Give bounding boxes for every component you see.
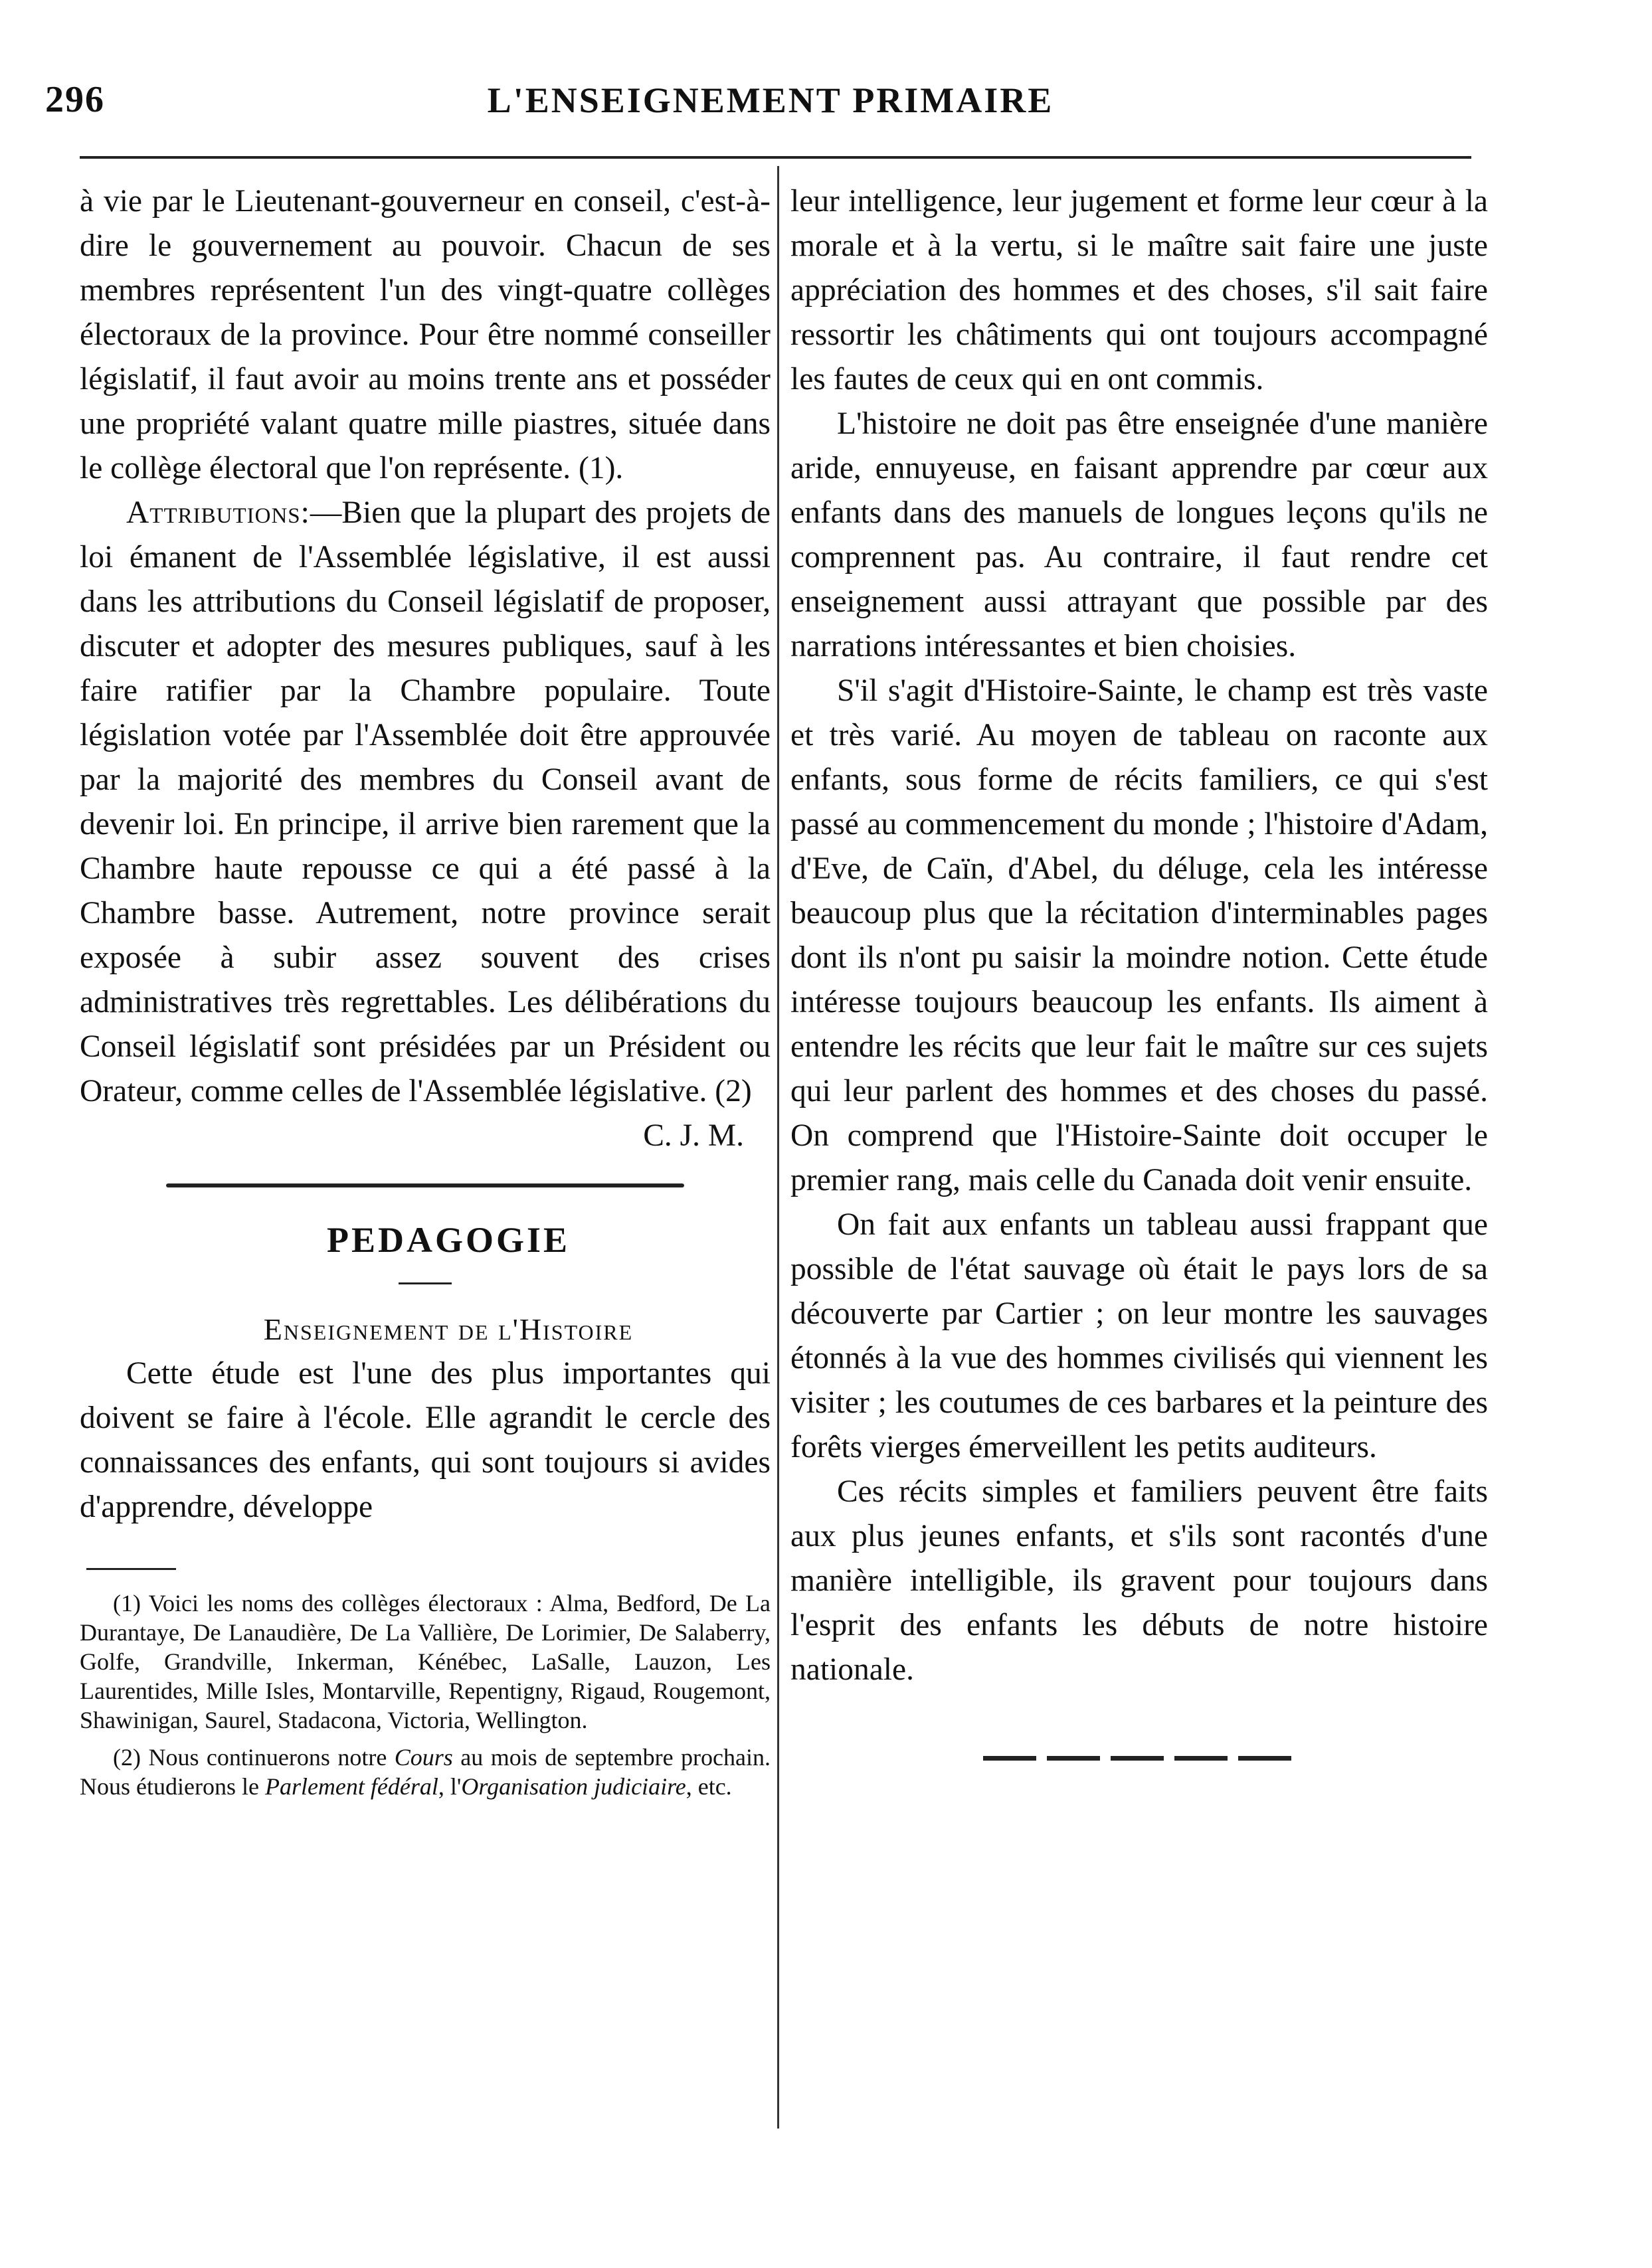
footnote-italic: Cours (394, 1744, 453, 1771)
paragraph: à vie par le Lieutenant-gouverneur en conseil, c'est-à-dire le gouvernement au pouvoir. Chacun de ses membres représentent l'un des vingt-quatre collèges électoraux de la province. Pour être nommé conseiller législatif, il faut avoir au moins trente ans et posséder une propriété valant quatre mille piastres, située dans le collège électoral que l'on représente. (1). (80, 184, 771, 485)
footnote-italic: Parlement fédéral (264, 1773, 438, 1800)
author-signature: C. J. M. (643, 1118, 744, 1153)
footnotes (80, 1589, 771, 1801)
paragraph-label: Attributions: (126, 495, 310, 530)
running-title: L'ENSEIGNEMENT PRIMAIRE (487, 80, 1054, 120)
footnote-rule (86, 1568, 176, 1570)
short-dash (399, 1282, 452, 1284)
footnote-text: (2) Nous continuerons notre (113, 1744, 395, 1771)
footnote: (1) Voici les noms des collèges électoraux : Alma, Bedford, De La Durantaye, De Lanaudière, De La Vallière, De Lorimier, De Salaberry, Golfe, Grandville, Inkerman, Kénébec, LaSalle, Lauzon, Les Laurentides, Mille Isles, Montarville, Repentigny, Rigaud, Rougemont, Shawinigan, Saurel, Stadacona, Victoria, Wellington. (80, 1590, 771, 1733)
header-rule (80, 156, 1471, 159)
paragraph: leur intelligence, leur jugement et forme leur cœur à la morale et à la vertu, si le maître sait faire une juste appréciation des hommes et des choses, s'il sait faire ressortir les châtiments qui ont toujours accompagné les fautes de ceux qui en ont commis. (790, 184, 1488, 396)
paragraph (80, 491, 771, 1114)
paragraph: L'histoire ne doit pas être enseignée d'une manière aride, ennuyeuse, en faisant apprendre par cœur aux enfants dans des manuels de longues leçons qu'ils ne comprennent pas. Au contraire, il faut rendre cet enseignement aussi attrayant que possible par des narrations intéressantes et bien choisies. (790, 406, 1488, 663)
column-rule (777, 166, 779, 2129)
paragraph: Cette étude est l'une des plus importantes qui doivent se faire à l'école. Elle agrandit le cercle des connaissances des enfants, qui sont toujours si avides d'apprendre, développe (80, 1356, 771, 1524)
paragraph: On fait aux enfants un tableau aussi frappant que possible de l'état sauvage où était le pays lors de sa découverte par Cartier ; on leur montre les sauvages étonnés à la vue des hommes civilisés qui viennent les visiter ; les coutumes de ces barbares et la peinture des forêts vierges émerveillent les petits auditeurs. (790, 1207, 1488, 1464)
left-column (80, 179, 771, 1809)
paragraph-text: —Bien que la plupart des projets de loi émanent de l'Assemblée législative, il est aussi dans les attributions du Conseil législatif de proposer, discuter et adopter des mesures publiques, sauf à les faire ratifier par la Chambre populaire. Toute législation votée par l'Assemblée doit être approuvée par la majorité des membres du Conseil avant de devenir loi. En principe, il arrive bien rarement que la Chambre haute repousse ce qui a été passé à la Chambre basse. Autrement, notre province serait exposée à subir assez souvent des crises administratives très regrettables. Les délibérations du Conseil législatif sont présidées par un Président ou Orateur, comme celles de l'Assemblée législative. (2) (80, 495, 771, 1108)
end-ornament (983, 1756, 1295, 1761)
section-title: PEDAGOGIE (326, 1220, 571, 1260)
footnote (80, 1743, 771, 1801)
page-number: 296 (45, 79, 105, 120)
paragraph: S'il s'agit d'Histoire-Sainte, le champ est très vaste et très varié. Au moyen de tableau on raconte aux enfants, sous forme de récits familiers, ce qui s'est passé au commencement du monde ; l'histoire d'Adam, d'Eve, de Caïn, d'Abel, du déluge, cela les intéresse beaucoup plus que la récitation d'interminables pages dont ils n'ont pu saisir la moindre notion. Cette étude intéresse toujours beaucoup les enfants. Ils aiment à entendre les récits que leur fait le maître sur ces sujets qui leur parlent des hommes et des choses du passé. On comprend que l'Histoire-Sainte doit occuper le premier rang, mais celle du Canada doit venir ensuite. (790, 673, 1488, 1197)
paragraph: Ces récits simples et familiers peuvent être faits aux plus jeunes enfants, et s'ils sont racontés d'une manière intelligible, ils gravent pour toujours dans l'esprit des enfants les débuts de notre histoire nationale. (790, 1474, 1488, 1687)
subsection-title: Enseignement de l'Histoire (263, 1312, 634, 1346)
footnote-text: au mois de septembre prochain. Nous étudierons le (80, 1744, 771, 1800)
footnote-italic: Organisation judiciaire (461, 1773, 686, 1800)
footnote-text: , l' (438, 1773, 462, 1800)
right-column (790, 179, 1488, 1761)
footnote-text: , etc. (686, 1773, 732, 1800)
ornament-rule (166, 1183, 684, 1187)
